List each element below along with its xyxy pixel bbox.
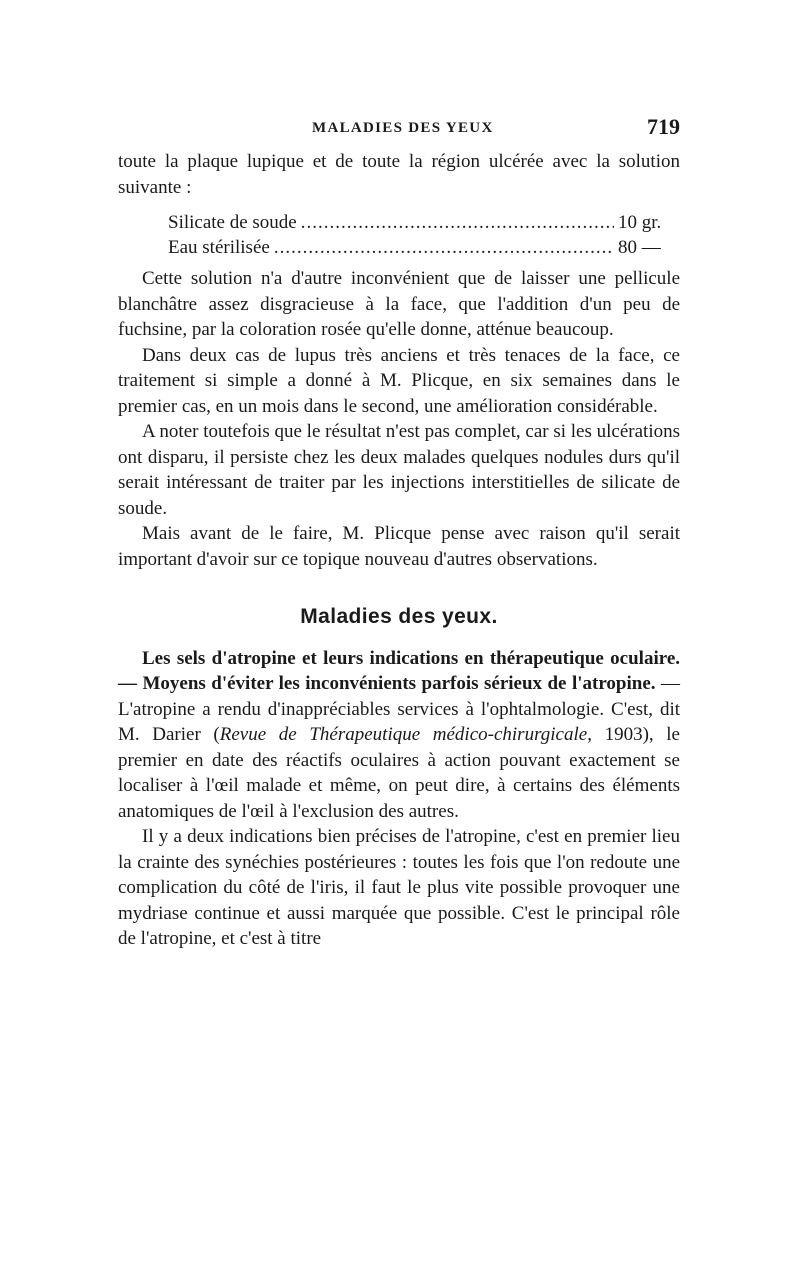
recipe-ingredient: Eau stérilisée (168, 237, 270, 258)
dot-leader (274, 235, 614, 261)
recipe-row (168, 210, 670, 235)
body-text (118, 149, 680, 952)
paragraph: Mais avant de le faire, M. Plicque pense avec raison qu'il serait important d'avoir sur ce topique nouveau d'autres observations. (118, 523, 680, 570)
recipe-quantity: 10 gr. (618, 212, 662, 233)
journal-title: Revue de Thérapeutique médico-chirurgicale (219, 724, 588, 745)
recipe-quantity: 80 — (618, 237, 661, 258)
dot-leader (301, 210, 614, 236)
running-title: MALADIES DES YEUX (312, 120, 494, 136)
section-heading: Maladies des yeux. (300, 605, 498, 628)
page-header (118, 114, 680, 144)
paragraph: Cette solution n'a d'autre inconvénient que de laisser une pellicule blanchâtre assez disgracieuse à la face, que l'addition d'un peu de fuchsine, par la coloration rosée qu'elle donne, atténue beaucoup. (118, 268, 680, 340)
article-paragraph (118, 646, 680, 825)
recipe-list (168, 210, 670, 260)
article-lead: Les sels d'atropine et leurs indications en thérapeutique oculaire. — Moyens d'éviter les inconvénients parfois sérieux de l'atropine. (118, 647, 680, 694)
recipe-row (168, 235, 670, 260)
article-text: , 1903), le premier en date des réactifs oculaires à action pouvant exactement se localiser à l'œil malade et même, on peut dire, à certains des éléments anatomiques de l'œil à l'exclusion des autres. (118, 724, 680, 822)
page-number: 719 (647, 114, 680, 139)
recipe-ingredient: Silicate de soude (168, 212, 297, 233)
paragraph: toute la plaque lupique et de toute la région ulcérée avec la solution suivante : (118, 151, 680, 198)
paragraph: Dans deux cas de lupus très anciens et très tenaces de la face, ce traitement si simple a donné à M. Plicque, en six semaines dans le premier cas, en un mois dans le second, une amélioration considérable. (118, 344, 680, 417)
paragraph: A noter toutefois que le résultat n'est pas complet, car si les ulcérations ont disparu, il persiste chez les deux malades quelques nodules durs qu'il serait intéressant de traiter par les injections interstitielles de silicate de soude. (118, 421, 680, 519)
paragraph: Il y a deux indications bien précises de l'atropine, c'est en premier lieu la crainte des synéchies postérieures : toutes les fois que l'on redoute une complication du côté de l'iris, il faut le plus vite possible provoquer une mydriase continue et aussi marquée que possible. C'est le principal rôle de l'atropine, et c'est à titre (118, 826, 680, 949)
article-text: — L'atropine a rendu d'inappréciables services à l'ophtalmologie. C'est, dit M. Darier ( (118, 673, 681, 745)
